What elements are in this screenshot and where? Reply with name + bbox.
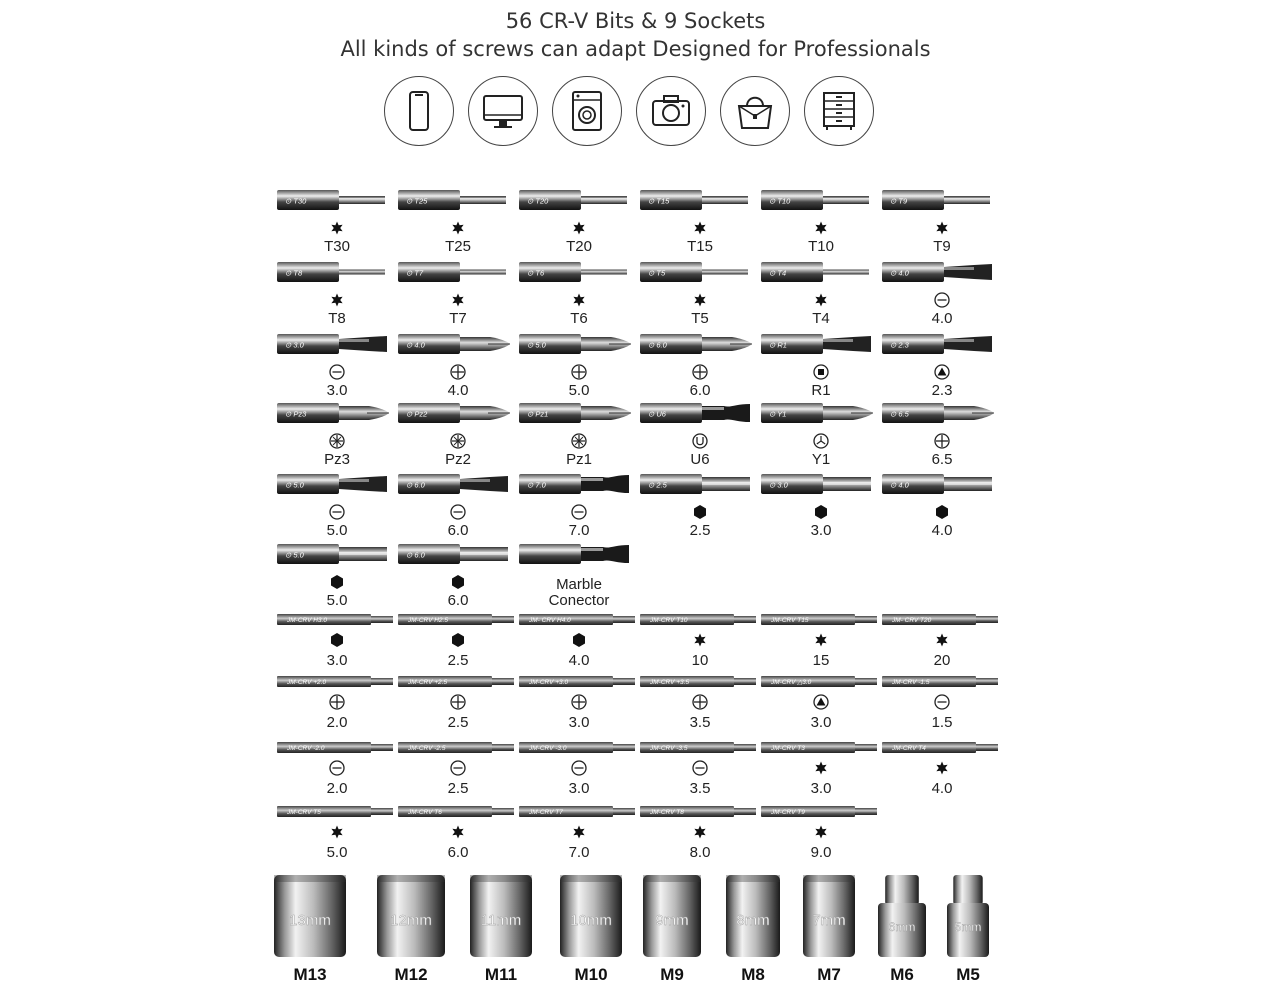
svg-text:⊙ T5: ⊙ T5 [648,268,666,278]
socket-label: M10 [574,965,608,984]
socket-item [803,873,855,984]
bit-label: Pz2 [445,451,471,468]
drawer-cabinet-icon [804,76,874,146]
socket-icon [878,873,926,959]
bit-label: 2.5 [447,780,469,797]
bit-label: 2.5 [689,522,711,539]
bit-label: 2.0 [326,714,348,731]
slot-drive-icon [571,760,587,776]
bit-label: U6 [690,451,710,468]
bit-label: 8.0 [689,844,711,861]
bit-label: T4 [812,310,830,327]
socket-icon [803,873,855,959]
svg-text:JM-CRV -3.0: JM-CRV -3.0 [529,745,567,752]
svg-text:⊙ 2.3: ⊙ 2.3 [890,340,909,350]
torx-drive-icon [329,824,345,840]
bit-label: T8 [328,310,346,327]
svg-text:⊙ 6.0: ⊙ 6.0 [648,340,667,350]
torx-drive-icon [329,292,345,308]
hex-drive-icon [450,574,466,590]
svg-text:⊙ T15: ⊙ T15 [648,196,670,206]
svg-text:6mm: 6mm [888,920,916,934]
bit-label: 5.0 [326,592,348,609]
torx-drive-icon [813,292,829,308]
socket-item [643,873,701,984]
washing-machine-icon [552,76,622,146]
socket-item [470,873,532,984]
bit-label: 3.5 [689,780,711,797]
socket-item [377,873,445,984]
svg-text:⊙ T9: ⊙ T9 [890,196,908,206]
bit-label: 3.0 [568,714,590,731]
bit-label: T10 [808,238,834,255]
svg-text:⊙ 6.0: ⊙ 6.0 [406,550,425,560]
bit-label: 2.5 [447,714,469,731]
phillips-drive-icon [692,694,708,710]
svg-text:JM-CRV +2.5: JM-CRV +2.5 [408,679,448,686]
socket-item [726,873,780,984]
hex-drive-icon [813,504,829,520]
socket-icon [274,873,346,959]
socket-item [560,873,622,984]
svg-text:JM-CRV T9: JM-CRV T9 [771,809,805,816]
torx-drive-icon [813,220,829,236]
svg-text:5mm: 5mm [954,920,982,934]
hex-drive-icon [450,632,466,648]
svg-text:⊙ T6: ⊙ T6 [527,268,545,278]
bit-label: 4.0 [931,780,953,797]
torx-drive-icon [692,824,708,840]
bit-label: 3.0 [326,652,348,669]
bit-label: 20 [933,652,951,669]
socket-item [878,873,926,984]
svg-text:JM-CRV △3.0: JM-CRV △3.0 [771,679,812,686]
torx-drive-icon [450,292,466,308]
torx-drive-icon [813,632,829,648]
svg-text:JM-CRV +3.5: JM-CRV +3.5 [650,679,690,686]
bit-label: T9 [933,238,951,255]
svg-text:JM-CRV +2.0: JM-CRV +2.0 [287,679,327,686]
hex-drive-icon [329,632,345,648]
socket-icon [560,873,622,959]
svg-text:JM-CRV -2.5: JM-CRV -2.5 [408,745,446,752]
pozi-drive-icon [329,433,345,449]
slot-drive-icon [450,760,466,776]
svg-text:JM-CRV T8: JM-CRV T8 [650,809,684,816]
bit-label: T30 [324,238,350,255]
slot-drive-icon [692,760,708,776]
handbag-icon [720,76,790,146]
socket-icon [643,873,701,959]
torx-drive-icon [813,760,829,776]
y-drive-icon [813,433,829,449]
svg-text:⊙ T8: ⊙ T8 [285,268,303,278]
phillips-drive-icon [571,694,587,710]
bit-label: 6.0 [447,592,469,609]
torx-drive-icon [934,760,950,776]
svg-text:⊙ 5.0: ⊙ 5.0 [285,480,304,490]
pozi-drive-icon [571,433,587,449]
svg-text:JM- CRV T20: JM- CRV T20 [892,617,932,624]
bit-label: 3.0 [810,522,832,539]
bit-label: 6.0 [447,522,469,539]
pozi-drive-icon [450,433,466,449]
svg-text:JM-CRV T7: JM-CRV T7 [529,809,563,816]
torx-drive-icon [571,292,587,308]
svg-text:12mm: 12mm [390,912,432,929]
bit-item [882,740,1002,830]
svg-text:JM-CRV +3.0: JM-CRV +3.0 [529,679,569,686]
bit-label: 5.0 [326,522,348,539]
bit-label: 15 [812,652,830,669]
camera-icon [636,76,706,146]
svg-text:⊙ R1: ⊙ R1 [769,340,787,350]
bit-label: Y1 [811,451,831,468]
svg-text:⊙ 4.0: ⊙ 4.0 [406,340,425,350]
phillips-drive-icon [571,364,587,380]
svg-text:⊙ 4.0: ⊙ 4.0 [890,480,909,490]
bit-item [640,473,760,563]
svg-text:⊙ T20: ⊙ T20 [527,196,549,206]
svg-text:⊙ 3.0: ⊙ 3.0 [285,340,304,350]
bit-label: 4.0 [931,310,953,327]
slot-drive-icon [934,292,950,308]
socket-label: M8 [741,965,765,984]
torx-drive-icon [571,220,587,236]
svg-text:JM-CRV T15: JM-CRV T15 [771,617,809,624]
use-case-icons [384,76,874,146]
svg-text:JM-CRV -1.5: JM-CRV -1.5 [892,679,930,686]
svg-text:7mm: 7mm [812,912,846,929]
bit-label: 3.5 [689,714,711,731]
svg-text:⊙ T4: ⊙ T4 [769,268,787,278]
svg-text:⊙ T25: ⊙ T25 [406,196,428,206]
svg-text:JM-CRV -3.5: JM-CRV -3.5 [650,745,688,752]
svg-text:⊙ 6.5: ⊙ 6.5 [890,409,909,419]
svg-text:JM-CRV T10: JM-CRV T10 [650,617,688,624]
torx-drive-icon [571,824,587,840]
bit-label: 5.0 [568,382,590,399]
bit-label: Pz3 [324,451,350,468]
bit-label: 4.0 [447,382,469,399]
bit-label: 2.0 [326,780,348,797]
svg-text:JM-CRV H2.5: JM-CRV H2.5 [408,617,448,624]
bit-label: 4.0 [931,522,953,539]
svg-text:⊙ 5.0: ⊙ 5.0 [285,550,304,560]
svg-text:8mm: 8mm [736,912,770,929]
svg-text:10mm: 10mm [570,912,612,929]
page-title: 56 CR-V Bits & 9 Sockets [505,9,766,33]
bit-label: T25 [445,238,471,255]
bit-label: 3.0 [568,780,590,797]
bit-label: Marble Conector [548,576,610,609]
torx-drive-icon [329,220,345,236]
svg-text:⊙ T10: ⊙ T10 [769,196,791,206]
monitor-icon [468,76,538,146]
bit-label: 7.0 [568,522,590,539]
svg-text:⊙ Y1: ⊙ Y1 [769,409,787,419]
bit-label: 3.0 [810,780,832,797]
phillips-drive-icon [692,364,708,380]
hex-drive-icon [692,504,708,520]
slot-drive-icon [934,694,950,710]
svg-text:⊙ 4.0: ⊙ 4.0 [890,268,909,278]
hex-drive-icon [329,574,345,590]
bit-label: 10 [691,652,709,669]
socket-label: M7 [817,965,841,984]
slot-drive-icon [329,760,345,776]
phone-icon [384,76,454,146]
bit-item [882,473,1002,563]
bit-label: 7.0 [568,844,590,861]
phillips-drive-icon [450,694,466,710]
bit-item [761,473,881,563]
svg-text:JM- CRV H4.0: JM- CRV H4.0 [529,617,571,624]
socket-item [274,873,346,984]
socket-label: M13 [293,965,327,984]
socket-icon [377,873,445,959]
triangle-drive-icon [813,694,829,710]
socket-label: M9 [660,965,684,984]
svg-text:JM-CRV T5: JM-CRV T5 [287,809,321,816]
bit-label: Pz1 [566,451,592,468]
bit-label: 5.0 [326,844,348,861]
hex-drive-icon [934,504,950,520]
page-subtitle: All kinds of screws can adapt Designed for Professionals [340,37,931,61]
socket-label: M12 [394,965,428,984]
socket-item [947,873,989,984]
svg-text:⊙ Pz3: ⊙ Pz3 [285,409,307,419]
socket-label: M5 [956,965,980,984]
torx-drive-icon [934,220,950,236]
bit-label: T20 [566,238,592,255]
svg-text:JM-CRV T6: JM-CRV T6 [408,809,442,816]
square-drive-icon [813,364,829,380]
bit-label: R1 [811,382,831,399]
svg-text:⊙ 7.0: ⊙ 7.0 [527,480,546,490]
bit-label: 6.0 [447,844,469,861]
svg-text:⊙ Pz1: ⊙ Pz1 [527,409,549,419]
bit-label: T6 [570,310,588,327]
socket-icon [947,873,989,959]
svg-text:⊙ U6: ⊙ U6 [648,409,666,419]
torx-drive-icon [450,824,466,840]
svg-text:11mm: 11mm [480,912,522,929]
slot-drive-icon [450,504,466,520]
svg-text:⊙ 5.0: ⊙ 5.0 [527,340,546,350]
svg-text:⊙ 3.0: ⊙ 3.0 [769,480,788,490]
svg-text:⊙ Pz2: ⊙ Pz2 [406,409,428,419]
svg-text:JM-CRV H3.0: JM-CRV H3.0 [287,617,327,624]
socket-icon [726,873,780,959]
torx-drive-icon [692,220,708,236]
bit-label: 3.0 [326,382,348,399]
bit-label: 9.0 [810,844,832,861]
svg-text:JM-CRV T4: JM-CRV T4 [892,745,926,752]
socket-label: M11 [484,965,518,984]
svg-text:JM-CRV T3: JM-CRV T3 [771,745,805,752]
hex-drive-icon [571,632,587,648]
bit-label: 1.5 [931,714,953,731]
phillips-drive-icon [450,364,466,380]
bit-label: 2.3 [931,382,953,399]
torx-drive-icon [692,632,708,648]
svg-text:JM-CRV -2.0: JM-CRV -2.0 [287,745,325,752]
torx-drive-icon [692,292,708,308]
slot-drive-icon [571,504,587,520]
bit-label: 6.0 [689,382,711,399]
triangle-drive-icon [934,364,950,380]
torx-drive-icon [934,632,950,648]
svg-text:⊙ T30: ⊙ T30 [285,196,307,206]
svg-text:⊙ 6.0: ⊙ 6.0 [406,480,425,490]
svg-text:13mm: 13mm [289,912,331,929]
phillips-drive-icon [934,433,950,449]
torx-drive-icon [813,824,829,840]
bit-label: T5 [691,310,709,327]
svg-text:⊙ T7: ⊙ T7 [406,268,424,278]
bit-label: 6.5 [931,451,953,468]
u-drive-icon [692,433,708,449]
svg-text:9mm: 9mm [655,912,689,929]
slot-drive-icon [329,364,345,380]
bit-label: 2.5 [447,652,469,669]
bit-label: 3.0 [810,714,832,731]
socket-label: M6 [890,965,914,984]
slot-drive-icon [329,504,345,520]
bit-label: 4.0 [568,652,590,669]
bit-label: T7 [449,310,467,327]
bit-label: T15 [687,238,713,255]
svg-text:⊙ 2.5: ⊙ 2.5 [648,480,667,490]
socket-icon [470,873,532,959]
torx-drive-icon [450,220,466,236]
phillips-drive-icon [329,694,345,710]
